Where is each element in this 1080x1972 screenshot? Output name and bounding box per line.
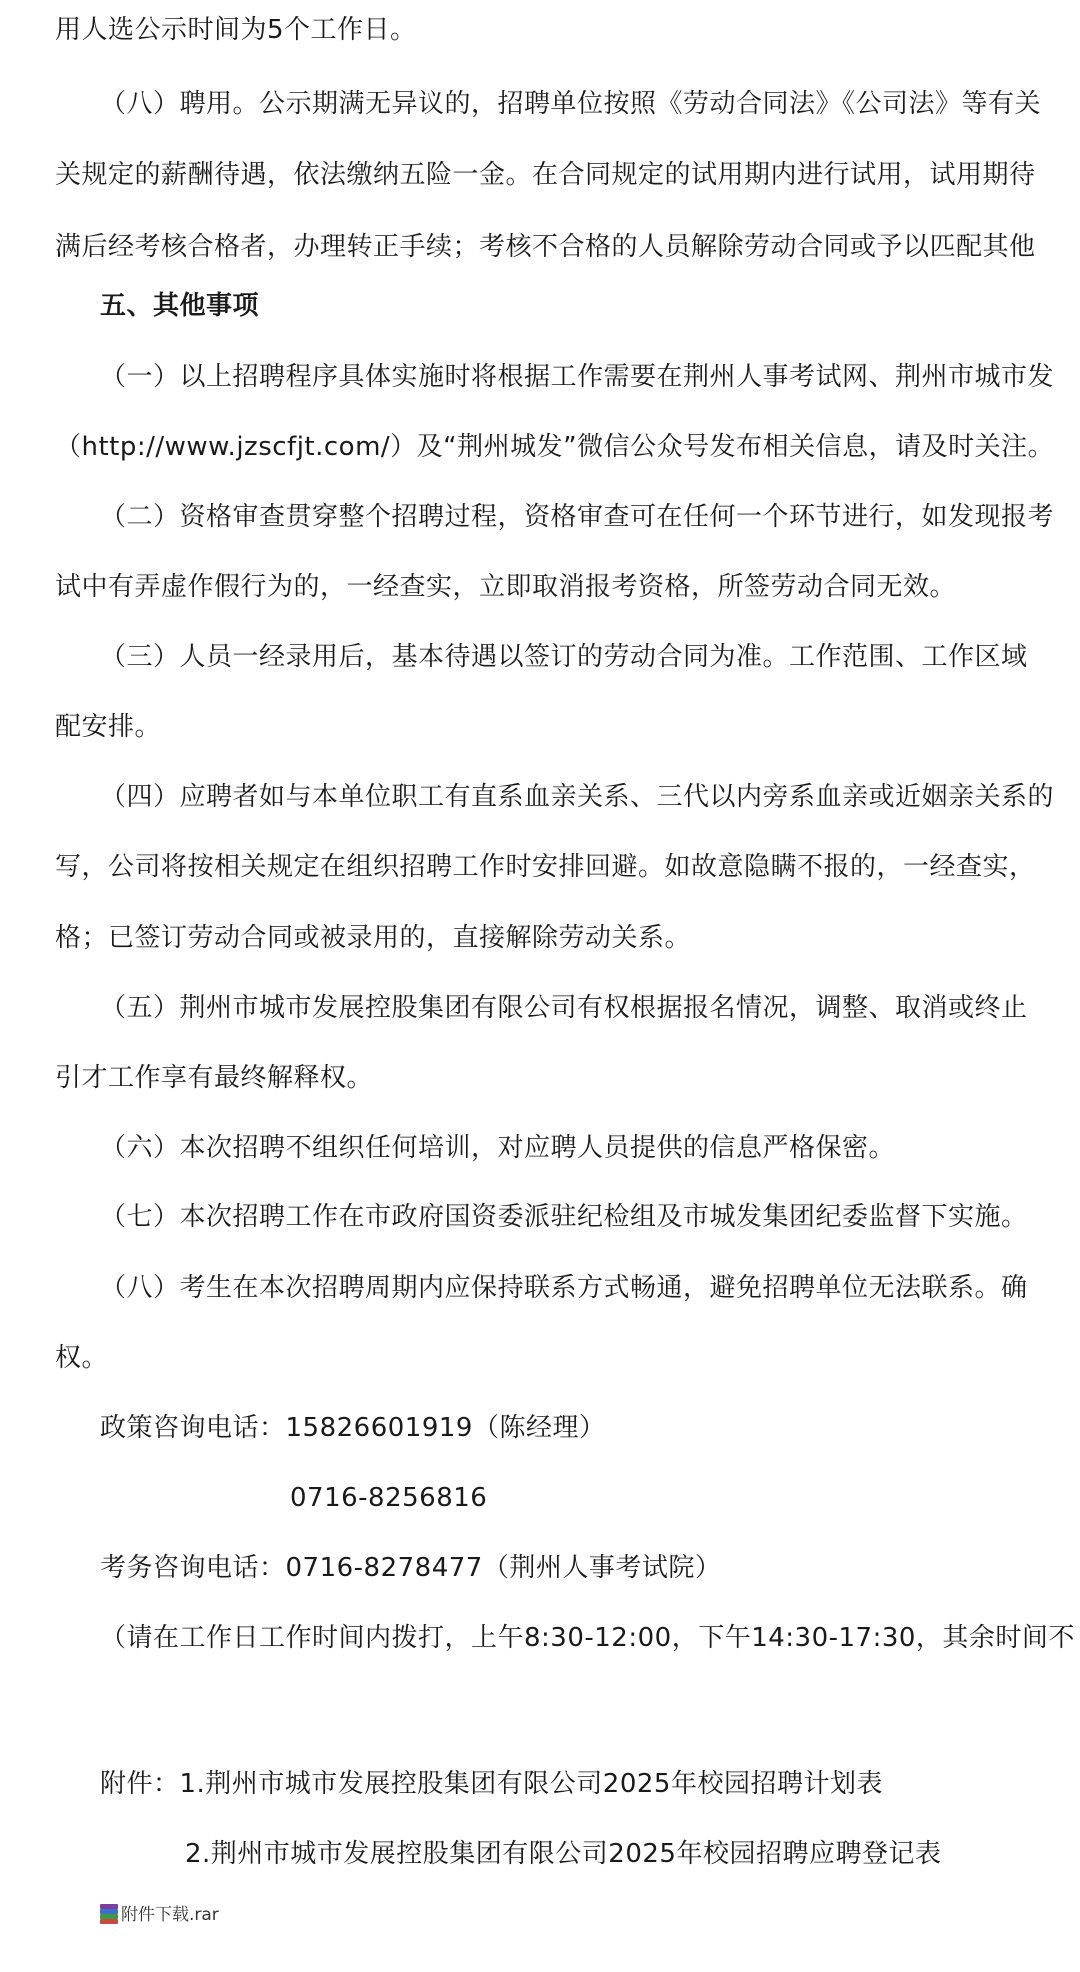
attachment-download-label: 附件下载.rar — [121, 1905, 219, 1925]
paragraph-line: （六）本次招聘不组织任何培训，对应聘人员提供的信息严格保密。 — [100, 1133, 896, 1163]
paragraph-line: 写，公司将按相关规定在组织招聘工作时安排回避。如故意隐瞒不报的，一经查实， — [55, 852, 1036, 882]
paragraph-line: （四）应聘者如与本单位职工有直系血亲关系、三代以内旁系血亲或近姻亲关系的 — [100, 782, 1055, 812]
paragraph-line: 试中有弄虚作假行为的，一经查实，立即取消报考资格，所签劳动合同无效。 — [55, 572, 957, 602]
paragraph-line: 满后经考核合格者，办理转正手续；考核不合格的人员解除劳动合同或予以匹配其他 — [55, 232, 1036, 262]
attachment-item-2: 2.荆州市城市发展控股集团有限公司2025年校园招聘应聘登记表 — [185, 1839, 942, 1869]
paragraph-line: 关规定的薪酬待遇，依法缴纳五险一金。在合同规定的试用期内进行试用，试用期待 — [55, 160, 1036, 190]
paragraph-line: 权。 — [55, 1343, 109, 1373]
section-heading: 五、其他事项 — [100, 291, 260, 321]
paragraph-line: （三）人员一经录用后，基本待遇以签订的劳动合同为准。工作范围、工作区域 — [100, 642, 1028, 672]
paragraph-line: （http://www.jzscfjt.com/）及“荆州城发”微信公众号发布相关信息，请及时关注。 — [55, 432, 1055, 462]
paragraph-line: （二）资格审查贯穿整个招聘过程，资格审查可在任何一个环节进行，如发现报考 — [100, 502, 1055, 532]
paragraph-line: 格；已签订劳动合同或被录用的，直接解除劳动关系。 — [55, 923, 692, 953]
paragraph-line: （八）考生在本次招聘周期内应保持联系方式畅通，避免招聘单位无法联系。确 — [100, 1273, 1028, 1303]
paragraph-line: 用人选公示时间为5个工作日。 — [55, 15, 417, 45]
policy-contact-line-2: 0716-8256816 — [290, 1483, 488, 1513]
paragraph-line: （一）以上招聘程序具体实施时将根据工作需要在荆州人事考试网、荆州市城市发 — [100, 362, 1055, 392]
paragraph-line: （八）聘用。公示期满无异议的，招聘单位按照《劳动合同法》《公司法》等有关 — [100, 89, 1042, 119]
attachment-item-1: 附件：1.荆州市城市发展控股集团有限公司2025年校园招聘计划表 — [100, 1769, 883, 1799]
paragraph-line: （七）本次招聘工作在市政府国资委派驻纪检组及市城发集团纪委监督下实施。 — [100, 1202, 1028, 1232]
paragraph-line: （五）荆州市城市发展控股集团有限公司有权根据报名情况，调整、取消或终止 — [100, 993, 1028, 1023]
paragraph-line: 配安排。 — [55, 712, 162, 742]
policy-contact-line: 政策咨询电话：15826601919（陈经理） — [100, 1413, 606, 1443]
attachment-download-link[interactable] — [100, 1900, 219, 1930]
paragraph-line: 引才工作享有最终解释权。 — [55, 1063, 374, 1093]
rar-archive-icon — [100, 1904, 118, 1926]
exam-contact-line: 考务咨询电话：0716-8278477（荆州人事考试院） — [100, 1553, 722, 1583]
hours-note: （请在工作日工作时间内拨打，上午8:30-12:00，下午14:30-17:30，其余时间不 — [100, 1623, 1075, 1653]
